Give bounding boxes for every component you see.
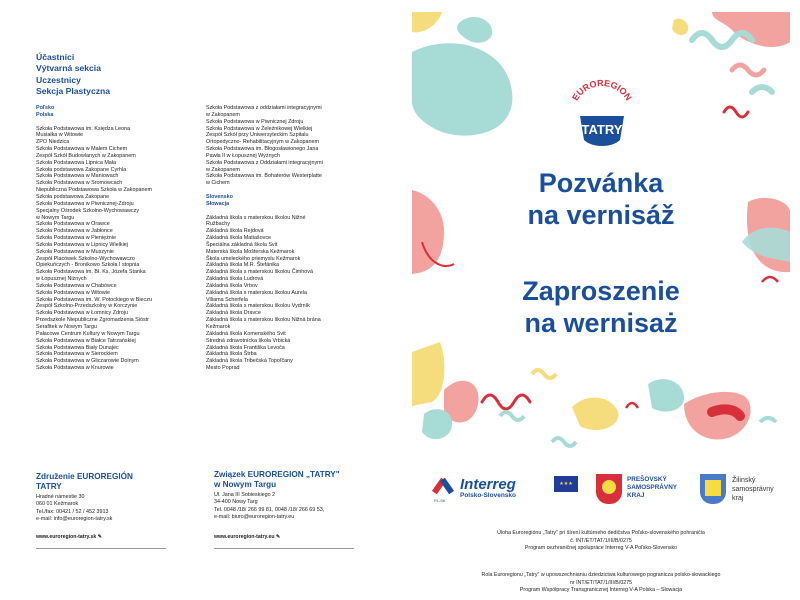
- school-item: Szkoła Podstawowa w Sromowcach: [36, 180, 123, 187]
- website-text[interactable]: www.euroregion-tatry.eu: [214, 534, 275, 540]
- interreg-sub: Polsko-Slovensko: [460, 492, 516, 499]
- website-text[interactable]: www.euroregion-tatry.sk: [36, 534, 97, 540]
- school-item: Niepubliczna Podstawowa Szkoła w Zakopanem: [36, 187, 152, 194]
- section-poland-pl: Polska: [36, 111, 54, 118]
- school-item: Szkoła Podstawowa im. Błogosławionego Jana: [206, 146, 319, 153]
- school-item: Zespół Szkolno-Przedszkolny w Korczynie: [36, 303, 138, 310]
- school-item: Kežmarok: [206, 324, 231, 330]
- teal-squiggle: [692, 33, 752, 47]
- section-slovakia-pl: Słowacja: [206, 200, 230, 207]
- red-squiggle: [482, 395, 530, 409]
- divider: [214, 548, 354, 549]
- school-item: Szkoła Podstawowa w Witowie: [36, 289, 111, 296]
- school-item: Mesto Poprad: [206, 365, 240, 372]
- address-line: Hradné námestie 30: [36, 494, 85, 500]
- website-link-sk[interactable]: [36, 534, 102, 540]
- funding-note-slovak: [412, 530, 790, 553]
- partner-logos: [430, 470, 790, 520]
- teal-squiggle: [500, 412, 524, 420]
- teal-blob: [412, 43, 512, 135]
- eu-flag-icon: ★★★: [554, 476, 578, 492]
- section-slovakia-sk: Slovensko: [206, 193, 233, 200]
- heading-line: Sekcja Plastyczna: [36, 86, 111, 97]
- presov-line: KRAJ: [627, 492, 645, 499]
- school-item: Základná škola Františka Levoča: [206, 344, 285, 351]
- yellow-blob: [672, 19, 688, 35]
- school-item: Základná škola s materskou školou Nižná brána: [206, 317, 321, 324]
- plsk-label: PL-SK: [434, 498, 446, 503]
- school-item: Szkoła Podstawowa w Knurowie: [36, 365, 114, 372]
- school-item: w Zakopanem: [206, 111, 240, 118]
- school-item: w Zakopanem: [206, 166, 240, 173]
- school-item: Szkoła Podstawowa im. Bł. Ks. Józefa Stanka: [36, 269, 146, 276]
- school-item: Szkoła Podstawowa z Oddziałami integracyjnymi: [206, 159, 323, 166]
- yellow-squiggle: [532, 370, 556, 378]
- school-item: Szkoła Podstawowa im. Księdza Leona: [36, 125, 131, 132]
- school-item: Základná škola s materskou školou Nižné: [206, 214, 306, 221]
- slovakia-school-list: [206, 215, 323, 372]
- pen-icon: ✎: [275, 534, 281, 540]
- email-line[interactable]: e-mail: biuro@euroregion-tatry.eu: [214, 514, 295, 521]
- school-item: Ružbachy: [206, 221, 230, 228]
- school-item: w Nowym Targu: [36, 214, 75, 221]
- school-item: Ortopedyczno- Rehabilitacyjnym w Zakopanem: [206, 139, 319, 146]
- school-item: Szkoła Podstawowa w Małem Cichem: [36, 146, 128, 153]
- address-line: 34-400 Nowy Targ: [214, 499, 258, 506]
- school-item: Szkoła Podstawowa z oddziałami integracyjnymi: [206, 105, 322, 111]
- zilina-coat-of-arms: [700, 474, 726, 504]
- teal-blob: [648, 379, 684, 411]
- school-item: Szkoła Podstawowa w Białce Tatrzańskiej: [36, 337, 136, 344]
- school-item: Szkoła Podstawowa w Pieniężnie: [36, 235, 117, 242]
- school-item: Szkoła Podstawowa w Żeleźnikowej Wielkiej: [206, 125, 313, 132]
- title-line: na vernisáž: [527, 200, 675, 230]
- school-item: Špeciálna základná škola Svit: [206, 241, 278, 248]
- interreg-logo: [460, 476, 516, 499]
- invitation-panel: [412, 12, 790, 600]
- school-item: Materská škola Mošterska Kežmarok: [206, 248, 295, 255]
- teal-blob: [422, 409, 452, 439]
- address-line: Ul. Jana III Sobieskiego 2: [214, 492, 276, 498]
- title-line: na wernisaż: [524, 308, 678, 338]
- address-title-line: Združenie EUROREGIÓN: [36, 472, 133, 481]
- school-item: w Cichem: [206, 180, 230, 187]
- heading-line: Výtvarná sekcia: [36, 63, 101, 74]
- school-item: Szkoła Podstawowa w Gliczarowie Dolnym: [36, 358, 139, 365]
- footer-line: Úloha Euroregiónu „Tatry" pri šírení kultúrneho dedičstva Poľsko-slovenského pohraničia: [497, 530, 705, 536]
- footer-line: Rola Euroregionu „Tatry" w upowszechnianiu dziedzictwa kulturowego pogranicza polsko-słowackiego: [481, 572, 721, 578]
- pink-squiggle: [732, 65, 764, 75]
- section-poland-sk: Poľsko: [36, 105, 55, 111]
- plsk-logo: [434, 478, 454, 503]
- school-item: Szkoła Podstawowa w Muszynie: [36, 248, 114, 255]
- footer-line: č. INT/ET/TAT/1/III/B/0275: [570, 537, 632, 544]
- website-link-pl[interactable]: [214, 534, 280, 540]
- school-item: Szkoła Podstawowa w Łomnicy Zdroju: [36, 310, 128, 317]
- interreg-text: Interreg: [460, 476, 516, 493]
- school-item: Základná škola s materskou školou Čimhová: [206, 269, 313, 276]
- zilina-label: [732, 476, 774, 503]
- school-item: Pałacowe Centrum Kultury w Nowym Targu: [36, 330, 140, 337]
- participants-column-2: [206, 105, 323, 372]
- title-line: Zaproszenie: [522, 276, 680, 306]
- invitation-title-polish: [412, 275, 790, 339]
- school-item: Zespół Szkół Budowlanych w Zakopanem: [36, 152, 136, 159]
- address-title-line: w Nowym Targu: [214, 480, 277, 489]
- footer-line: Program cezhraničnej spolupráce Interreg V-A Poľsko-Slovensko: [524, 545, 678, 552]
- school-item: Základná škola Ludrová: [206, 276, 264, 283]
- school-item: Základná škola Matiašovce: [206, 235, 272, 242]
- yellow-blob: [412, 342, 444, 406]
- school-item: Szkoła Podstawowa w Maniowach: [36, 173, 119, 180]
- address-line: Tel. 0048 /18/ 266 99 81, 0048 /18/ 266 69 53,: [214, 506, 325, 513]
- red-squiggle: [724, 107, 748, 117]
- school-item: Stredná zdravotnícka škola Vrbická: [206, 337, 291, 344]
- school-item: Viliama Scherfela: [206, 296, 248, 303]
- address-slovak: [36, 472, 133, 524]
- school-item: Szkoła Podstawowa w Sierockiem: [36, 351, 118, 358]
- euroregion-tatry-logo: [562, 74, 642, 154]
- school-item: Szkoła Podstawowa w Jabłonce: [36, 228, 113, 235]
- pen-icon: ✎: [97, 534, 103, 540]
- school-item: Základná škola Štrba: [206, 351, 257, 358]
- teal-blob: [457, 17, 492, 43]
- school-item: ZPO Niedzica: [36, 139, 70, 146]
- zilina-line: kraj: [732, 495, 744, 502]
- presov-label: [627, 476, 677, 500]
- yellow-blob: [412, 12, 442, 32]
- school-item: Základná škola Vrbov: [206, 282, 258, 289]
- address-title-line: Związek EUROREGION „TATRY": [214, 470, 340, 479]
- teal-squiggle: [760, 418, 776, 422]
- school-item: Základná škola s materskou školou Aurela: [206, 289, 307, 296]
- teal-squiggle: [752, 87, 772, 92]
- school-item: Szkoła Podstawowa w Chabówce: [36, 282, 117, 289]
- school-item: Opiekuńczych - Bronikowo Szkoła I stopnia: [36, 262, 140, 269]
- school-item: Szkoła Podstawowa w Piwnicznej Zdroju: [206, 118, 304, 125]
- title-line: Pozvánka: [538, 168, 664, 198]
- school-item: w Łopusznej Niżnych: [36, 276, 87, 283]
- heading-line: Účastníci: [36, 52, 75, 62]
- heading-line: Uczestnicy: [36, 74, 81, 85]
- participants-heading: [36, 52, 110, 98]
- school-item: Zespół Placówek Szkolno-Wychowawczo: [36, 255, 135, 262]
- red-squiggle: [626, 403, 638, 408]
- school-item: Základná škola M.R. Štefánika: [206, 262, 280, 269]
- address-line: Tel./fax: 00421 / 52 / 452 3913: [36, 508, 109, 515]
- school-item: Szkoła Podstawowa Biały Dunajec: [36, 344, 119, 351]
- address-title-line: TATRY: [36, 482, 62, 491]
- school-item: Základná škola s materskou školou Vydrník: [206, 303, 310, 310]
- zilina-line: samosprávny: [732, 486, 774, 493]
- participants-column-1: [36, 105, 152, 372]
- presov-line: PREŠOVSKÝ: [627, 476, 667, 483]
- school-item: Základná škola Komenského Svit: [206, 330, 286, 337]
- invitation-title-slovak: [412, 167, 790, 231]
- school-item: Szkoła Podstawowa w Piwnicznej-Zdroju: [36, 200, 134, 207]
- poland-school-list: [36, 126, 152, 372]
- school-item: Škola umeleckého priemyslu Kežmarok: [206, 255, 301, 262]
- funding-note-polish: [412, 572, 790, 595]
- school-item: Szkoła Podstawowa Lipnica Mała: [36, 159, 117, 166]
- teal-squiggle: [552, 438, 576, 446]
- school-item: Základná škola Dravce: [206, 310, 261, 317]
- poland-school-list-continued: [206, 105, 323, 187]
- footer-line: Program Współpracy Transgranicznej Interreg V-A Polska – Słowacja: [519, 587, 683, 594]
- zilina-line: Žilinský: [732, 477, 756, 484]
- school-item: Szkoła podstawowa Zakopane Cyrhla: [36, 166, 127, 173]
- school-item: Musiałka w Witowie: [36, 132, 84, 139]
- school-item: Szkoła Podstawowa w Orawce: [36, 221, 110, 228]
- school-item: Przedszkole Niepubliczne Zgromadzenia Sióstr: [36, 317, 149, 324]
- presov-line: SAMOSPRÁVNY: [627, 484, 678, 491]
- school-item: Základná škola Rejdová: [206, 228, 264, 235]
- school-item: Szkoła Podstawowa im. Bohaterów Westerplatte: [206, 173, 322, 180]
- school-item: Szkoła Podstawowa w Lipnicy Wielkiej: [36, 241, 128, 248]
- school-item: Serafitek w Nowym Targu: [36, 324, 98, 330]
- address-title: [36, 472, 133, 492]
- school-item: Szkoła Podstawowa im. W. Potockiego w Bieczu: [36, 296, 152, 303]
- school-item: Zespół Szkół przy Uniwersyteckim Szpitalu: [206, 132, 309, 139]
- address-title: [214, 470, 340, 490]
- presov-coat-of-arms: [596, 474, 622, 504]
- yellow-blob: [572, 398, 618, 430]
- school-item: Specjalny Ośrodek Szkolno-Wychowawczy: [36, 207, 140, 214]
- email-line[interactable]: e-mail: info@euroregion-tatry.sk: [36, 516, 113, 523]
- divider: [36, 548, 166, 549]
- logo-ring-text: EUROREGION: [570, 77, 634, 103]
- school-item: Základná škola Tribečská Topoľčany: [206, 358, 293, 365]
- address-line: 060 01 Kežmarok: [36, 501, 79, 508]
- footer-line: nr INT/ET/TAT/1/III/B/0275: [569, 579, 633, 586]
- school-item: Szkoła podstawowa Zakopane: [36, 193, 110, 200]
- logo-name: TATRY: [581, 122, 623, 137]
- school-item: Pawła II w Łopusznej Wyżnych: [206, 152, 280, 159]
- address-polish: [214, 470, 340, 522]
